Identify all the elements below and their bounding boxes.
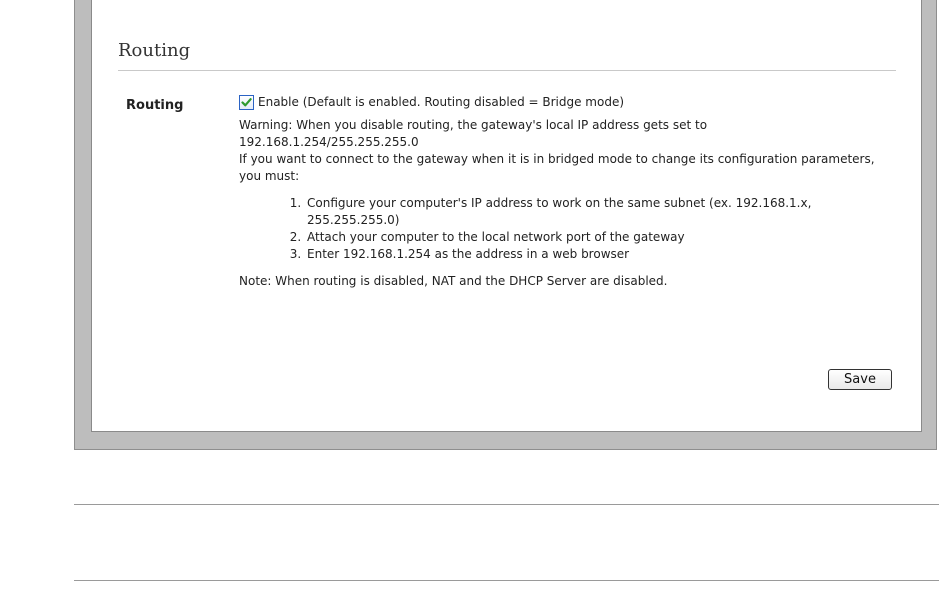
list-item: 1. Configure your computer's IP address to work on the same subnet (ex. 192.168.1.x, 255.255.255.0) (305, 195, 899, 229)
checkmark-icon (241, 97, 252, 108)
footer-divider-bottom (74, 580, 939, 581)
enable-routing-checkbox[interactable] (239, 95, 254, 110)
enable-routing-option[interactable] (239, 94, 899, 111)
routing-content (239, 94, 899, 290)
enable-routing-label[interactable]: Enable (Default is enabled. Routing disabled = Bridge mode) (258, 95, 625, 109)
section-divider (118, 70, 896, 71)
save-button[interactable]: Save (828, 369, 892, 390)
bridge-instructions: If you want to connect to the gateway when it is in bridged mode to change its configuration parameters, you must: (239, 152, 875, 183)
bridge-steps-list (239, 195, 899, 263)
routing-note: Note: When routing is disabled, NAT and the DHCP Server are disabled. (239, 274, 668, 288)
routing-panel (91, 0, 922, 432)
section-title: Routing (118, 40, 191, 61)
content-frame (74, 0, 937, 450)
routing-row-label: Routing (126, 98, 184, 113)
list-item: 3. Enter 192.168.1.254 as the address in a web browser (305, 246, 899, 263)
warning-line-2: 192.168.1.254/255.255.255.0 (239, 135, 419, 149)
warning-text (239, 117, 899, 185)
list-item: 2. Attach your computer to the local network port of the gateway (305, 229, 899, 246)
footer-divider-top (74, 504, 939, 505)
warning-line-1: Warning: When you disable routing, the gateway's local IP address gets set to (239, 118, 708, 132)
